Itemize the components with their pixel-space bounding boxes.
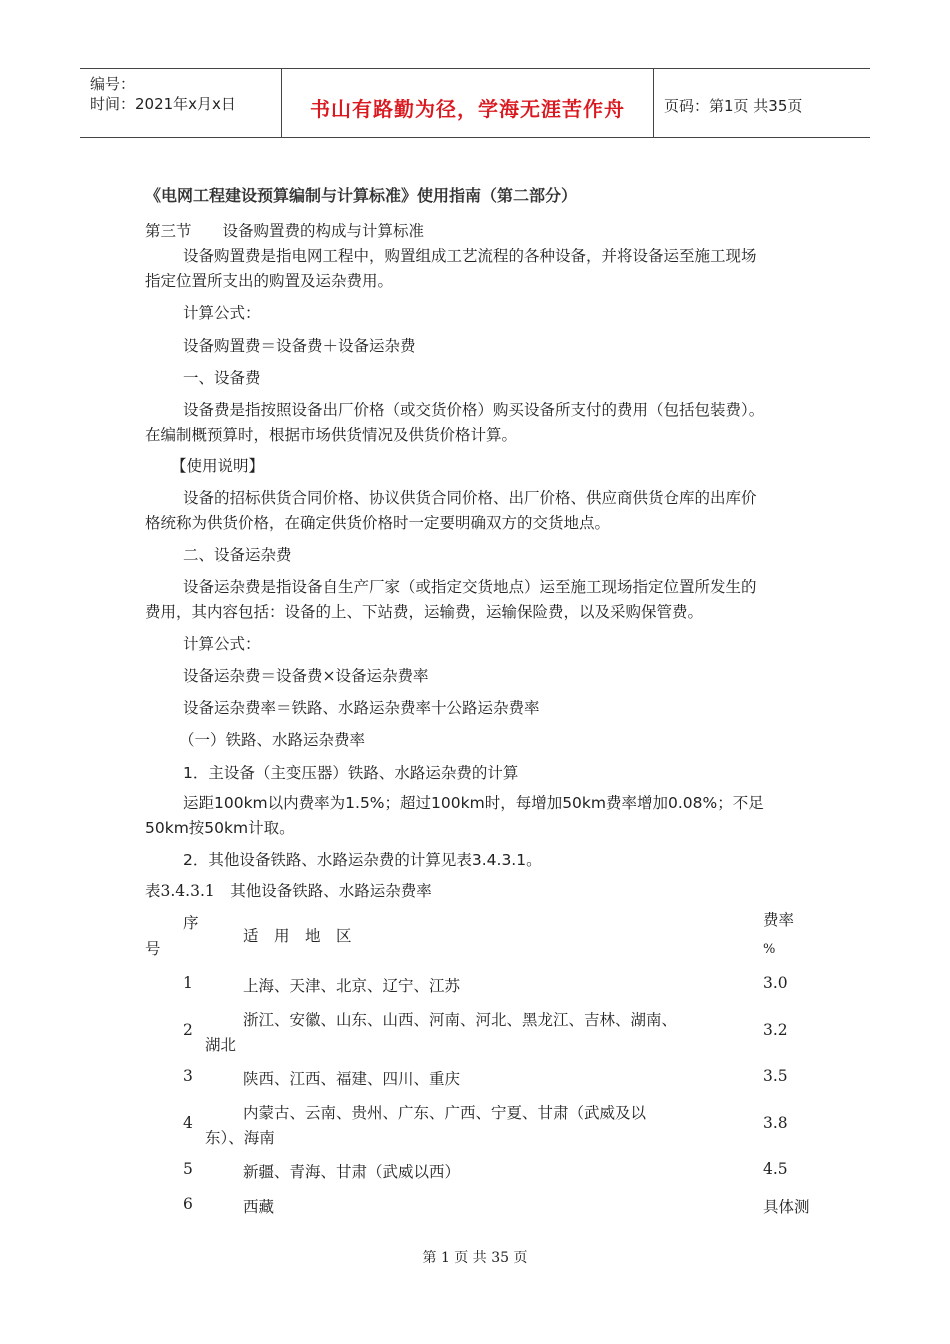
header-seq-bottom: 号: [145, 940, 161, 958]
header-rate-top: 费率: [763, 911, 795, 929]
formula-label: 计算公式：: [183, 635, 261, 653]
row-region: 西藏: [243, 1198, 275, 1216]
paragraph-line: 费用，其内容包括：设备的上、下站费，运输费，运输保险费，以及采购保管费。: [145, 603, 704, 621]
formula-line: 设备运杂费＝设备费×设备运杂费率: [183, 667, 429, 685]
header-region: 适 用 地 区: [243, 927, 352, 945]
row-number: 5: [183, 1160, 193, 1178]
paragraph-line: 2．其他设备铁路、水路运杂费的计算见表3.4.3.1。: [183, 851, 542, 869]
header-seq-top: 序: [183, 914, 199, 932]
row-rate: 3.0: [763, 974, 788, 992]
motto-text: 书山有路勤为径，学海无涯苦作舟: [310, 97, 625, 121]
formula-line: 设备购置费＝设备费＋设备运杂费: [183, 337, 416, 355]
subheading: 一、设备费: [183, 369, 261, 387]
number-label: 编号：: [90, 75, 136, 93]
paragraph-line: 指定位置所支出的购置及运杂费用。: [145, 272, 394, 290]
row-rate: 3.5: [763, 1067, 788, 1085]
page-footer: 第 1 页 共 35 页: [422, 1250, 528, 1266]
row-number: 2: [183, 1021, 193, 1039]
paragraph-line: 在编制概预算时，根据市场供货情况及供货价格计算。: [145, 426, 518, 444]
usage-note-heading: 【使用说明】: [171, 457, 265, 475]
subheading: 二、设备运杂费: [183, 546, 292, 564]
row-region: 内蒙古、云南、贵州、广东、广西、宁夏、甘肃（武威及以: [243, 1104, 647, 1122]
formula-line: 设备运杂费率＝铁路、水路运杂费率十公路运杂费率: [183, 699, 540, 717]
row-number: 6: [183, 1195, 193, 1213]
section-heading: 第三节 设备购置费的构成与计算标准: [145, 222, 425, 240]
row-number: 1: [183, 974, 193, 992]
paragraph-line: 1．主设备（主变压器）铁路、水路运杂费的计算: [183, 764, 519, 782]
header-meta-cell: [80, 69, 282, 137]
document-title: 《电网工程建设预算编制与计算标准》使用指南（第二部分）: [145, 186, 578, 205]
paragraph-line: 运距100km以内费率为1.5%；超过100km时，每增加50km费率增加0.08%；不足: [183, 794, 764, 812]
row-rate: 3.2: [763, 1021, 788, 1039]
row-region: 陕西、江西、福建、四川、重庆: [243, 1070, 461, 1088]
paragraph-line: 50km按50km计取。: [145, 819, 295, 837]
document-header: [80, 68, 870, 138]
header-rate-bottom: %: [763, 942, 776, 957]
row-rate: 具体测: [763, 1198, 810, 1216]
row-region: 新疆、青海、甘肃（武威以西）: [243, 1163, 461, 1181]
row-rate: 3.8: [763, 1114, 788, 1132]
paragraph-line: 设备的招标供货合同价格、协议供货合同价格、出厂价格、供应商供货仓库的出库价: [183, 489, 757, 507]
row-number: 3: [183, 1067, 193, 1085]
row-region: 上海、天津、北京、辽宁、江苏: [243, 977, 461, 995]
row-region: 浙江、安徽、山东、山西、河南、河北、黑龙江、吉林、湖南、: [243, 1011, 678, 1029]
table-caption: 表3.4.3.1 其他设备铁路、水路运杂费率: [145, 882, 432, 900]
header-page-cell: [654, 69, 870, 137]
paragraph-line: 设备购置费是指电网工程中，购置组成工艺流程的各种设备，并将设备运至施工现场: [183, 247, 757, 265]
subheading: （一）铁路、水路运杂费率: [179, 731, 366, 749]
row-number: 4: [183, 1114, 193, 1132]
row-region-continued: 东）、海南: [205, 1129, 275, 1147]
paragraph-line: 设备运杂费是指设备自生产厂家（或指定交货地点）运至施工现场指定位置所发生的: [183, 578, 757, 596]
paragraph-line: 格统称为供货价格，在确定供货价格时一定要明确双方的交货地点。: [145, 514, 611, 532]
header-motto-cell: [282, 69, 654, 137]
row-rate: 4.5: [763, 1160, 788, 1178]
paragraph-line: 设备费是指按照设备出厂价格（或交货价格）购买设备所支付的费用（包括包装费）。: [183, 401, 765, 419]
row-region-continued: 湖北: [205, 1036, 237, 1054]
page-info: 页码：第1页 共35页: [664, 97, 803, 115]
date-line: 时间：2021年x月x日: [90, 95, 236, 113]
formula-label: 计算公式：: [183, 304, 261, 322]
